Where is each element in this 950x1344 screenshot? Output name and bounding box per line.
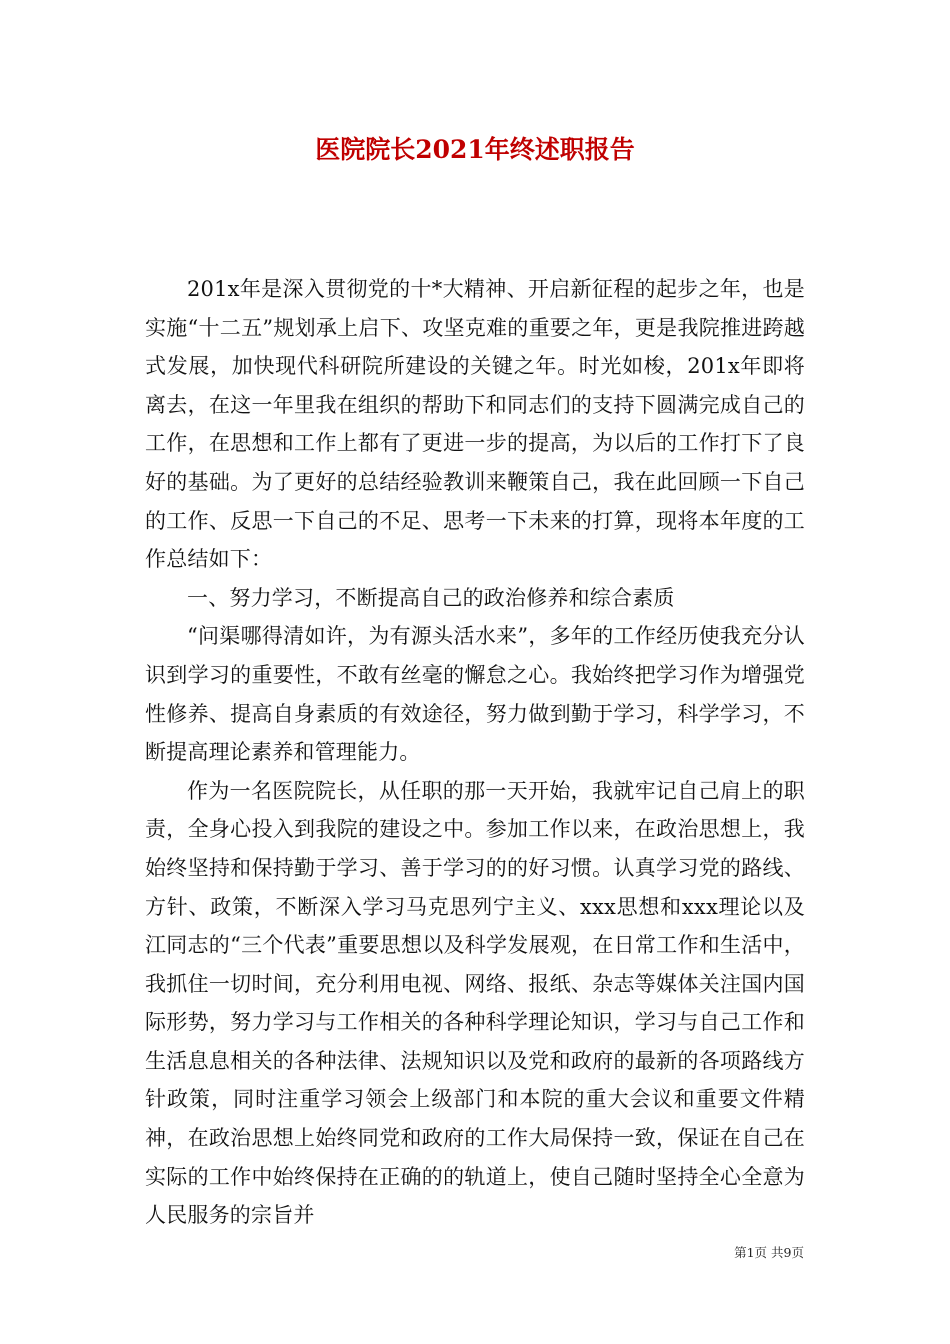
paragraph-duty: 作为一名医院院长，从任职的那一天开始，我就牢记自己肩上的职责，全身心投入到我院的建设之中。参加工作以来，在政治思想上，我始终坚持和保持勤于学习、善于学习的的好习惯。认真学习党的路线、方针、政策，不断深入学习马克思列宁主义、xxx思想和xxx理论以及江同志的“三个代表”重要思想以及科学发展观，在日常工作和生活中，我抓住一切时间，充分利用电视、网络、报纸、杂志等媒体关注国内国际形势，努力学习与工作相关的各种科学理论知识，学习与自己工作和生活息息相关的各种法律、法规知识以及党和政府的最新的各项路线方针政策，同时注重学习领会上级部门和本院的重大会议和重要文件精神，在政治思想上始终同党和政府的工作大局保持一致，保证在自己在实际的工作中始终保持在正确的的轨道上，使自己随时坚持全心全意为人民服务的宗旨并: [145, 778, 805, 1228]
paragraph-intro: 201x年是深入贯彻党的十*大精神、开启新征程的起步之年，也是实施“十二五”规划承上启下、攻坚克难的重要之年，更是我院推进跨越式发展，加快现代科研院所建设的关键之年。时光如梭，201x年即将离去，在这一年里我在组织的帮助下和同志们的支持下圆满完成自己的工作，在思想和工作上都有了更进一步的提高，为以后的工作打下了良好的基础。为了更好的总结经验教训来鞭策自己，我在此回顾一下自己的工作、反思一下自己的不足、思考一下未来的打算，现将本年度的工作总结如下：: [145, 277, 805, 572]
paragraph-study: “问渠哪得清如许，为有源头活水来”，多年的工作经历使我充分认识到学习的重要性，不敢有丝毫的懈怠之心。我始终把学习作为增强党性修养、提高自身素质的有效途径，努力做到勤于学习，科学学习，不断提高理论素养和管理能力。: [145, 624, 805, 765]
section-heading: 一、努力学习，不断提高自己的政治修养和综合素质: [187, 585, 675, 610]
page-number: 第1页 共9页: [734, 1245, 804, 1260]
document-title: 医院院长2021年终述职报告: [315, 135, 635, 164]
document-body: [145, 270, 805, 1235]
